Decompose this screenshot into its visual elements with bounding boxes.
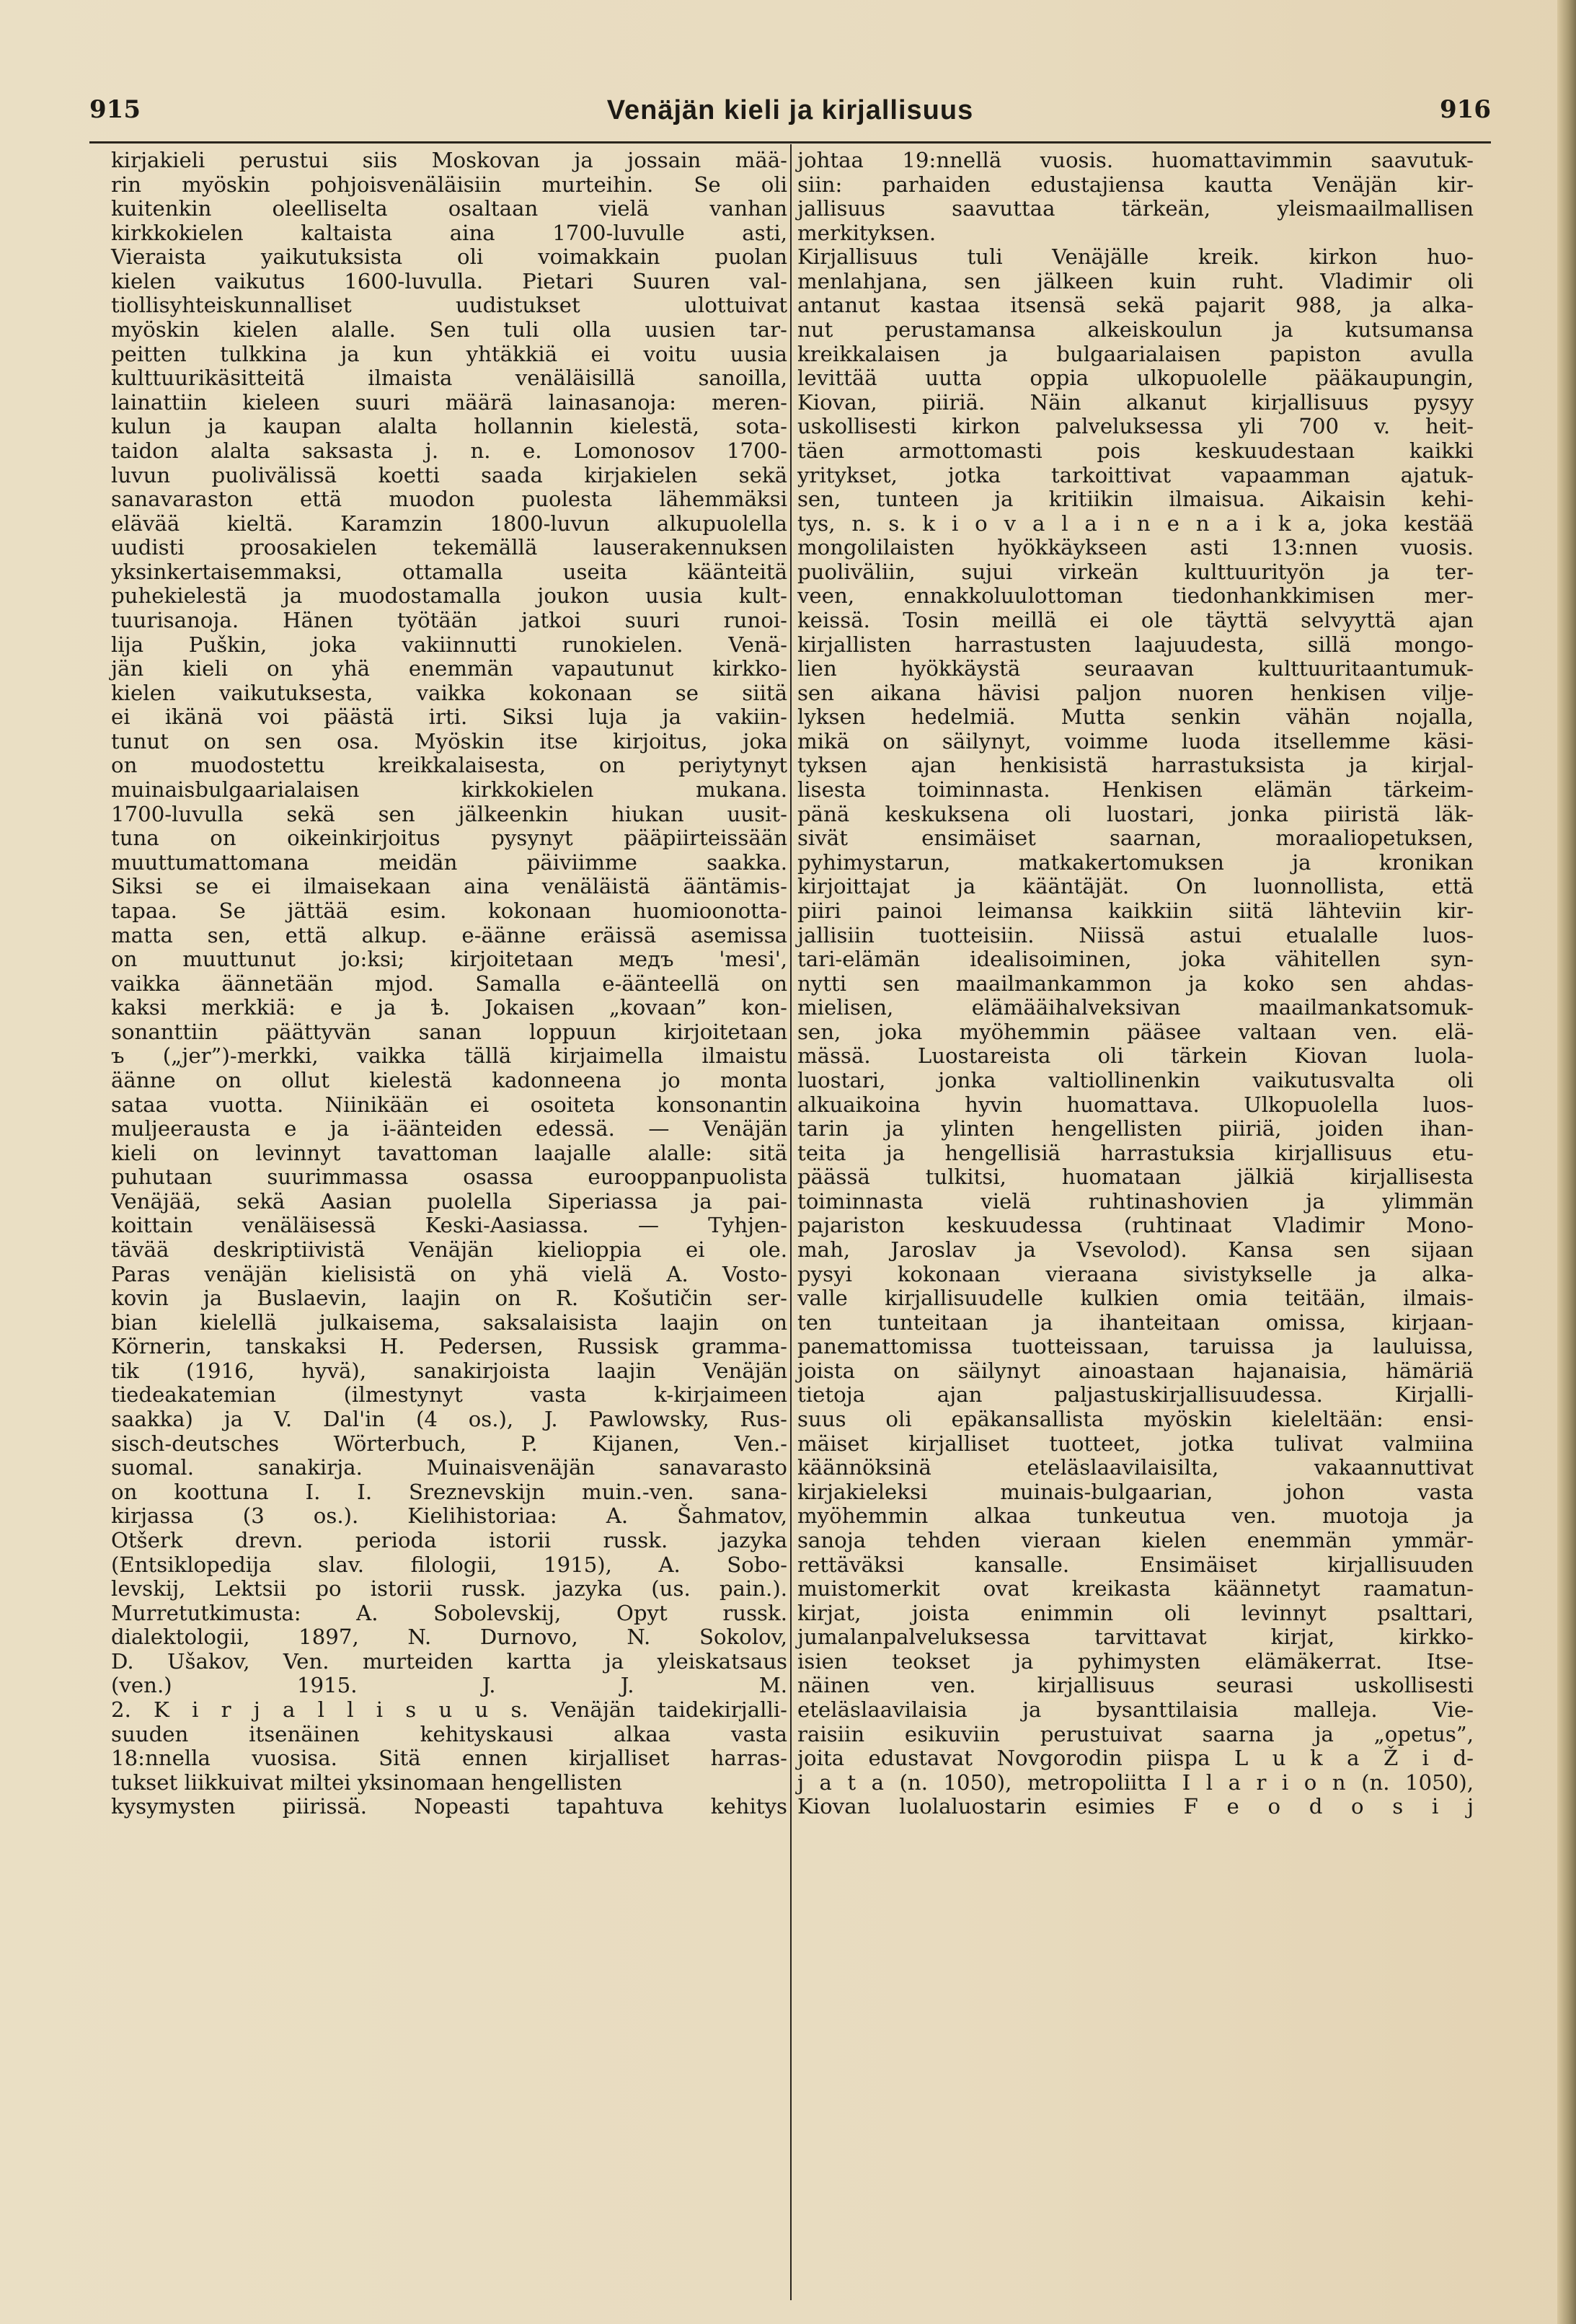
text-line: antanut kastaa itsensä sekä pajarit 988, ja alka- bbox=[797, 293, 1474, 318]
left-column bbox=[111, 149, 787, 1819]
text-line: tuna on oikeinkirjoitus pysynyt pääpiirteissään bbox=[111, 826, 787, 851]
text-line: Siksi se ei ilmaisekaan aina venäläistä ääntämis- bbox=[111, 874, 787, 899]
text-line: lainattiin kieleen suuri määrä lainasanoja: meren- bbox=[111, 389, 787, 415]
text-line: ten tunteitaan ja ihanteitaan omissa, kirjaan- bbox=[797, 1309, 1474, 1335]
text-line: äänne on ollut kielestä kadonneena jo monta bbox=[111, 1067, 787, 1092]
text-line: kirjallisten harrastusten laajuudesta, sillä mongo- bbox=[797, 632, 1474, 657]
text-line: teita ja hengellisiä harrastuksia kirjallisuus etu- bbox=[797, 1140, 1474, 1165]
text-line: dialektologii, 1897, N. Durnovo, N. Sokolov, bbox=[111, 1625, 787, 1650]
text-line: nut perustamansa alkeiskoulun ja kutsumansa bbox=[797, 317, 1474, 343]
text-line: kulun ja kaupan alalta hollannin kielestä, sota- bbox=[111, 414, 787, 439]
text-line: 1700-luvulla sekä sen jälkeenkin hiukan uusit- bbox=[111, 801, 787, 826]
text-line: myöskin kielen alalle. Sen tuli olla uusien tar- bbox=[111, 317, 787, 343]
text-line: Otšerk drevn. perioda istorii russk. jazyka bbox=[111, 1527, 787, 1552]
text-line: tarin ja ylinten hengellisten piiriä, joiden ihan- bbox=[797, 1116, 1474, 1141]
text-line: tys, n. s. k i o v a l a i n e n a i k a, joka kestää bbox=[797, 511, 1474, 536]
text-line: uskollisesti kirkon palveluksessa yli 700 v. heit- bbox=[797, 414, 1474, 439]
text-line: vaikka äännetään mjod. Samalla e-äänteellä on bbox=[111, 971, 787, 996]
text-line: sen aikana hävisi paljon nuoren henkisen vilje- bbox=[797, 680, 1474, 705]
text-line: sanavaraston että muodon puolesta lähemmäksi bbox=[111, 487, 787, 512]
text-line: tik (1916, hyvä), sanakirjoista laajin Venäjän bbox=[111, 1358, 787, 1383]
text-line: kirjakieli perustui siis Moskovan ja jossain mää- bbox=[111, 148, 787, 172]
text-line: tunut on sen osa. Myöskin itse kirjoitus, joka bbox=[111, 728, 787, 754]
text-line: (ven.) 1915. J. J. M. bbox=[111, 1673, 787, 1698]
text-line: pysyi kokonaan vieraana sivistykselle ja alka- bbox=[797, 1261, 1474, 1286]
text-line: mongolilaisten hyökkäykseen asti 13:nnen vuosis. bbox=[797, 535, 1474, 560]
text-line: saakka) ja V. Dal'in (4 os.), J. Pawlowsky, Rus- bbox=[111, 1407, 787, 1432]
text-line: rettäväksi kansalle. Ensimäiset kirjallisuuden bbox=[797, 1552, 1474, 1577]
text-line: suus oli epäkansallista myöskin kieleltään: ensi- bbox=[797, 1407, 1474, 1432]
text-line: levskij, Lektsii po istorii russk. jazyka (us. pain.). bbox=[111, 1576, 787, 1601]
text-line: eteläslaavilaisia ja bysanttilaisia malleja. Vie- bbox=[797, 1697, 1474, 1722]
text-line: kuitenkin oleelliselta osaltaan vielä vanhan bbox=[111, 196, 787, 221]
text-line: kirkkokielen kaltaista aina 1700-luvulle asti, bbox=[111, 220, 787, 245]
text-line: lija Puškin, joka vakiinnutti runokielen. Venä- bbox=[111, 632, 787, 657]
text-line: Körnerin, tanskaksi H. Pedersen, Russisk gramma- bbox=[111, 1334, 787, 1359]
text-line: ei ikänä voi päästä irti. Siksi luja ja vakiin- bbox=[111, 704, 787, 730]
text-line: lisesta toiminnasta. Henkisen elämän tärkeim- bbox=[797, 777, 1474, 803]
text-line: Kirjallisuus tuli Venäjälle kreik. kirkon huo- bbox=[797, 244, 1474, 270]
text-line: levittää uutta oppia ulkopuolelle pääkaupungin, bbox=[797, 366, 1474, 391]
text-line: veen, ennakkoluulottoman tiedonhankkimisen mer- bbox=[797, 583, 1474, 609]
text-line: kirjakieleksi muinais-bulgaarian, johon vasta bbox=[797, 1479, 1474, 1504]
page-number-right: 916 bbox=[1440, 95, 1491, 124]
text-line: tapaa. Se jättää esim. kokonaan huomioonotta- bbox=[111, 898, 787, 923]
text-line: tiedeakatemian (ilmestynyt vasta k-kirjaimeen bbox=[111, 1382, 787, 1408]
text-line: (Entsiklopedija slav. filologii, 1915), A. Sobo- bbox=[111, 1552, 787, 1577]
text-line: panemattomissa tuotteissaan, taruissa ja lauluissa, bbox=[797, 1334, 1474, 1359]
text-line: pänä keskuksena oli luostari, jonka piiristä läk- bbox=[797, 801, 1474, 826]
text-line: kysymysten piirissä. Nopeasti tapahtuva kehitys bbox=[111, 1794, 787, 1819]
text-line: tietoja ajan paljastuskirjallisuudessa. Kirjalli- bbox=[797, 1382, 1474, 1408]
page-edge bbox=[1557, 0, 1576, 2324]
text-line: pajariston keskuudessa (ruhtinaat Vladimir Mono- bbox=[797, 1213, 1474, 1238]
text-line: kirjoittajat ja kääntäjät. On luonnollista, että bbox=[797, 874, 1474, 899]
text-line: menlahjana, sen jälkeen kuin ruht. Vladimir oli bbox=[797, 268, 1474, 293]
running-title: Venäjän kieli ja kirjallisuus bbox=[606, 95, 974, 125]
text-line: Vieraista yaikutuksista oli voimakkain puolan bbox=[111, 244, 787, 270]
text-line: rin myöskin pohjoisvenäläisiin murteihin. Se oli bbox=[111, 172, 787, 197]
text-line: tukset liikkuivat miltei yksinomaan hengellisten bbox=[111, 1769, 622, 1795]
text-line: on muuttunut jo:ksi; kirjoitetaan медъ 'mesi', bbox=[111, 947, 787, 972]
text-line: muuttumattomana meidän päiviimme saakka. bbox=[111, 849, 787, 875]
text-line: toiminnasta vielä ruhtinashovien ja ylimmän bbox=[797, 1188, 1474, 1214]
text-line: yksinkertaisemmaksi, ottamalla useita käänteitä bbox=[111, 559, 787, 584]
text-line: lyksen hedelmiä. Mutta senkin vähän nojalla, bbox=[797, 704, 1474, 730]
text-line: mäiset kirjalliset tuotteet, jotka tulivat valmiina bbox=[797, 1431, 1474, 1456]
text-line: jumalanpalveluksessa tarvittavat kirjat, kirkko- bbox=[797, 1625, 1474, 1650]
text-line: kovin ja Buslaevin, laajin on R. Košutičin ser- bbox=[111, 1286, 787, 1311]
text-line: kreikkalaisen ja bulgaarialaisen papiston avulla bbox=[797, 341, 1474, 366]
text-line: kirjassa (3 os.). Kielihistoriaa: A. Šahmatov, bbox=[111, 1503, 787, 1529]
text-line: 18:nnella vuosisa. Sitä ennen kirjalliset harras- bbox=[111, 1746, 787, 1771]
text-line: koittain venäläisessä Keski-Aasiassa. — Tyhjen- bbox=[111, 1213, 787, 1238]
text-line: taidon alalta saksasta j. n. e. Lomonosov 1700- bbox=[111, 438, 787, 463]
text-line: myöhemmin alkaa tunkeutua ven. muotoja ja bbox=[797, 1503, 1474, 1529]
text-line: sonanttiin päättyvän sanan loppuun kirjoitetaan bbox=[111, 1019, 787, 1044]
text-line: puoliväliin, sujui virkeän kulttuurityön ja ter- bbox=[797, 559, 1474, 584]
text-line: suomal. sanakirja. Muinaisvenäjän sanavarasto bbox=[111, 1455, 787, 1480]
text-line: keissä. Tosin meillä ei ole täyttä selvyyttä ajan bbox=[797, 607, 1474, 632]
text-line: muljeerausta e ja i-äänteiden edessä. — Venäjän bbox=[111, 1116, 787, 1141]
text-line: mässä. Luostareista oli tärkein Kiovan luola- bbox=[797, 1043, 1474, 1069]
text-line: sataa vuotta. Niinikään ei osoiteta konsonantin bbox=[111, 1092, 787, 1117]
header-rule bbox=[89, 141, 1491, 143]
text-line: tuurisanoja. Hänen työtään jatkoi suuri runoi- bbox=[111, 607, 787, 632]
text-line: puhutaan suurimmassa osassa eurooppanpuolista bbox=[111, 1165, 787, 1190]
text-line: joista on säilynyt ainoastaan hajanaisia, hämäriä bbox=[797, 1358, 1474, 1383]
text-line: täen armottomasti pois keskuudestaan kaikki bbox=[797, 438, 1474, 463]
text-line: mah, Jaroslav ja Vsevolod). Kansa sen sijaan bbox=[797, 1237, 1474, 1263]
column-divider bbox=[790, 144, 792, 2300]
text-line: raisiin esikuviin perustuivat saarna ja „opetus”, bbox=[797, 1721, 1474, 1746]
text-line: valle kirjallisuudelle kulkien omia teitään, ilmais- bbox=[797, 1286, 1474, 1311]
text-line: kaksi merkkiä: e ja ѣ. Jokaisen „kovaan” kon- bbox=[111, 995, 787, 1020]
text-line: jän kieli on yhä enemmän vapautunut kirkko- bbox=[111, 656, 787, 681]
text-line: matta sen, että alkup. e-äänne eräissä asemissa bbox=[111, 922, 787, 947]
text-line: sanoja tehden vieraan kielen enemmän ymmär- bbox=[797, 1527, 1474, 1552]
text-line: muinaisbulgaarialaisen kirkkokielen mukana. bbox=[111, 777, 787, 803]
text-line: bian kielellä julkaisema, saksalaisista laajin on bbox=[111, 1309, 787, 1335]
text-line: Venäjää, sekä Aasian puolella Siperiassa ja pai- bbox=[111, 1188, 787, 1214]
text-line: lien hyökkäystä seuraavan kulttuuritaantumuk- bbox=[797, 656, 1474, 681]
right-column bbox=[797, 149, 1474, 1819]
text-line: päässä tulkitsi, huomataan jälkiä kirjallisesta bbox=[797, 1165, 1474, 1190]
text-line: sen, tunteen ja kritiikin ilmaisua. Aikaisin kehi- bbox=[797, 487, 1474, 512]
text-line: kielen vaikutuksesta, vaikka kokonaan se siitä bbox=[111, 680, 787, 705]
text-line: sivät ensimäiset saarnan, moraaliopetuksen, bbox=[797, 826, 1474, 851]
text-line: kulttuurikäsitteitä ilmaista venäläisillä sanoilla, bbox=[111, 366, 787, 391]
text-line: Kiovan, piiriä. Näin alkanut kirjallisuus pysyy bbox=[797, 389, 1474, 415]
text-line: kieli on levinnyt tavattoman laajalle alalle: sitä bbox=[111, 1140, 787, 1165]
text-line: pyhimystarun, matkakertomuksen ja kronikan bbox=[797, 849, 1474, 875]
text-line: siin: parhaiden edustajiensa kautta Venäjän kir- bbox=[797, 172, 1474, 197]
text-line: tyksen ajan henkisistä harrastuksista ja kirjal- bbox=[797, 753, 1474, 778]
text-line: näinen ven. kirjallisuus seurasi uskollisesti bbox=[797, 1673, 1474, 1698]
text-line: luvun puolivälissä koetti saada kirjakielen sekä bbox=[111, 462, 787, 487]
text-line: käännöksinä eteläslaavilaisilta, vakaannuttivat bbox=[797, 1455, 1474, 1480]
text-line: piiri painoi leimansa kaikkiin siitä lähteviin kir- bbox=[797, 898, 1474, 923]
text-line: j a t a (n. 1050), metropoliitta I l a r i o n (n. 1050), bbox=[797, 1769, 1474, 1795]
text-line: Kiovan luolaluostarin esimies F e o d o s i j bbox=[797, 1794, 1474, 1819]
text-line: johtaa 19:nnellä vuosis. huomattavimmin saavutuk- bbox=[797, 148, 1474, 172]
page-number-left: 915 bbox=[89, 95, 141, 124]
text-line: jallisiin tuotteisiin. Niissä astui etualalle luos- bbox=[797, 922, 1474, 947]
text-line: tävää deskriptiivistä Venäjän kielioppia ei ole. bbox=[111, 1237, 787, 1263]
text-line: elävää kieltä. Karamzin 1800-luvun alkupuolella bbox=[111, 511, 787, 536]
text-line: ъ („jer”)-merkki, vaikka tällä kirjaimella ilmaistu bbox=[111, 1043, 787, 1069]
text-line: muistomerkit ovat kreikasta käännetyt raamatun- bbox=[797, 1576, 1474, 1601]
text-line: sen, joka myöhemmin pääsee valtaan ven. elä- bbox=[797, 1019, 1474, 1044]
text-line: mielisen, elämääihalveksivan maailmankatsomuk- bbox=[797, 995, 1474, 1020]
text-line: nytti sen maailmankammon ja koko sen ahdas- bbox=[797, 971, 1474, 996]
text-line: luostari, jonka valtiollinenkin vaikutusvalta oli bbox=[797, 1067, 1474, 1092]
text-line: alkuaikoina hyvin huomattava. Ulkopuolella luos- bbox=[797, 1092, 1474, 1117]
text-line: joita edustavat Novgorodin piispa L u k a Ž i d- bbox=[797, 1746, 1474, 1771]
text-line: kielen vaikutus 1600-luvulla. Pietari Suuren val- bbox=[111, 268, 787, 293]
text-line: tiollisyhteiskunnalliset uudistukset ulottuivat bbox=[111, 293, 787, 318]
text-line: Paras venäjän kielisistä on yhä vielä A. Vosto- bbox=[111, 1261, 787, 1286]
text-line: puhekielestä ja muodostamalla joukon uusia kult- bbox=[111, 583, 787, 609]
text-line: isien teokset ja pyhimysten elämäkerrat. Itse- bbox=[797, 1648, 1474, 1674]
text-line: mikä on säilynyt, voimme luoda itsellemme käsi- bbox=[797, 728, 1474, 754]
text-line: 2. K i r j a l l i s u u s. Venäjän taidekirjalli- bbox=[111, 1697, 787, 1722]
text-line: tari-elämän idealisoiminen, joka vähitellen syn- bbox=[797, 947, 1474, 972]
text-line: suuden itsenäinen kehityskausi alkaa vasta bbox=[111, 1721, 787, 1746]
text-line: jallisuus saavuttaa tärkeän, yleismaailmallisen bbox=[797, 196, 1474, 221]
text-line: on muodostettu kreikkalaisesta, on periytynyt bbox=[111, 753, 787, 778]
text-line: merkityksen. bbox=[797, 220, 937, 245]
text-line: uudisti proosakielen tekemällä lauserakennuksen bbox=[111, 535, 787, 560]
text-line: on koottuna I. I. Sreznevskijn muin.-ven. sana- bbox=[111, 1479, 787, 1504]
text-line: Murretutkimusta: A. Sobolevskij, Opyt russk. bbox=[111, 1600, 787, 1625]
page-header bbox=[89, 95, 1491, 138]
text-line: yritykset, jotka tarkoittivat vapaamman ajatuk- bbox=[797, 462, 1474, 487]
text-line: peitten tulkkina ja kun yhtäkkiä ei voitu uusia bbox=[111, 341, 787, 366]
text-line: D. Ušakov, Ven. murteiden kartta ja yleiskatsaus bbox=[111, 1648, 787, 1674]
text-line: kirjat, joista enimmin oli levinnyt psalttari, bbox=[797, 1600, 1474, 1625]
text-line: sisch-deutsches Wörterbuch, P. Kijanen, Ven.- bbox=[111, 1431, 787, 1456]
